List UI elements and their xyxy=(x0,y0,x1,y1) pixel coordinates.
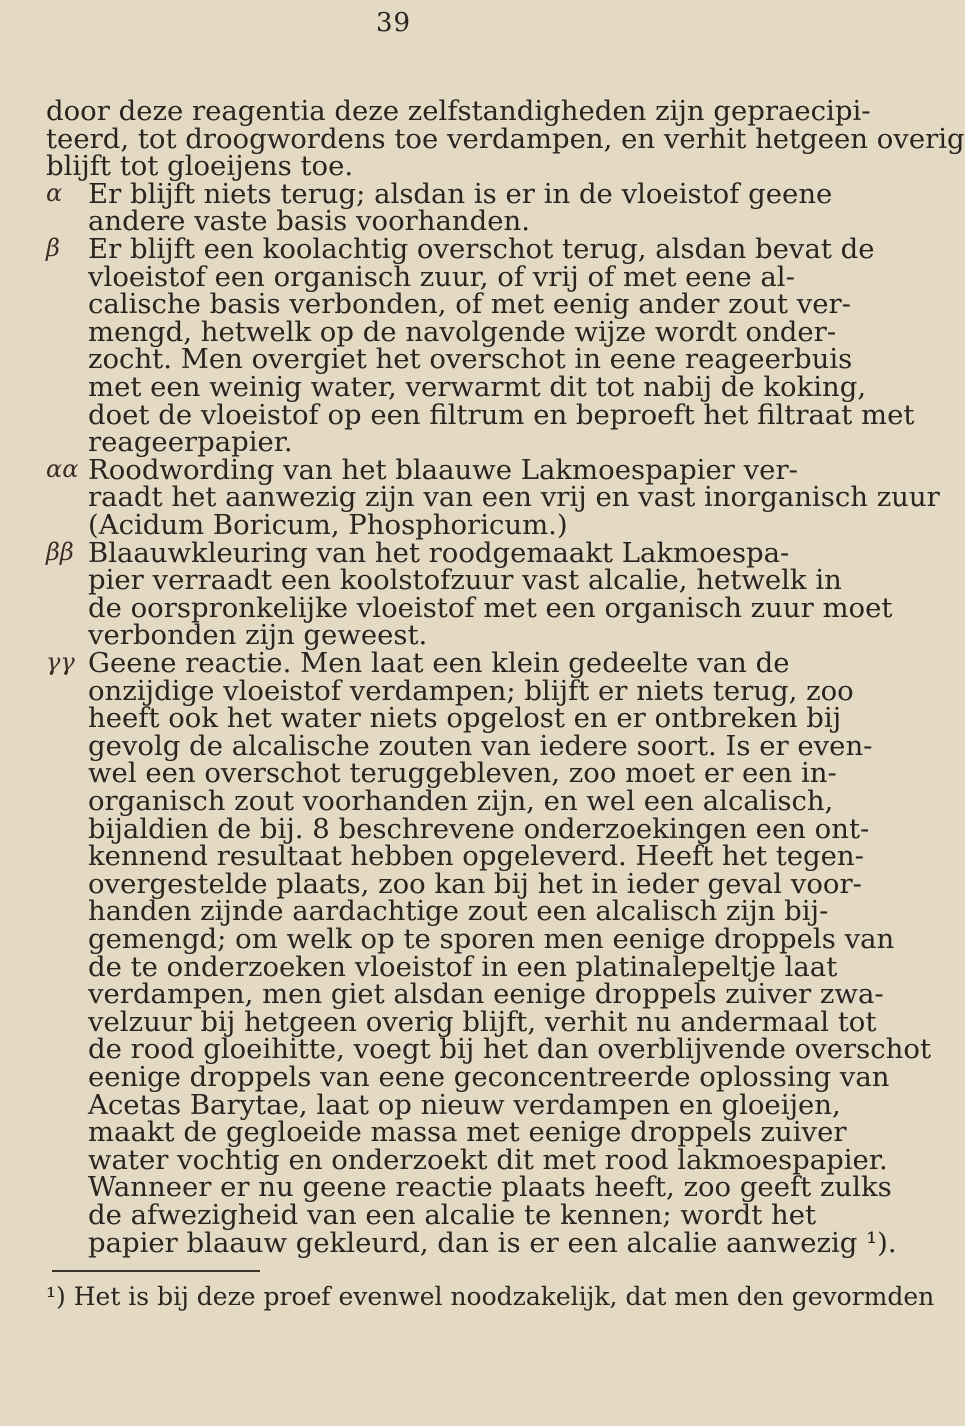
section-marker-alpha: α xyxy=(46,179,63,207)
text-line: water vochtig en onderzoekt dit met rood lakmoespapier. xyxy=(88,1144,888,1176)
section-marker-beta-beta: ββ xyxy=(46,538,74,566)
text-line: reageerpapier. xyxy=(88,426,293,458)
text-line: verdampen, men giet alsdan eenige droppels zuiver zwa- xyxy=(88,978,884,1010)
footnote: ¹) Het is bij deze proef evenwel noodzakelijk, dat men den gevormden xyxy=(46,1282,935,1311)
text-line: overgestelde plaats, zoo kan bij het in ieder geval voor- xyxy=(88,868,862,900)
text-line: andere vaste basis voorhanden. xyxy=(88,205,530,237)
text-line: blijft tot gloeijens toe. xyxy=(46,150,354,182)
text-line: de rood gloeihitte, voegt bij het dan overblijvende overschot xyxy=(88,1033,931,1065)
section-marker-alpha-alpha: αα xyxy=(46,455,79,483)
text-line: heeft ook het water niets opgelost en er ontbreken bij xyxy=(88,702,842,734)
text-line: Acetas Barytae, laat op nieuw verdampen en gloeijen, xyxy=(88,1089,841,1121)
text-line: velzuur bij hetgeen overig blijft, verhit nu andermaal tot xyxy=(88,1006,877,1038)
text-line: Wanneer er nu geene reactie plaats heeft, zoo geeft zulks xyxy=(88,1171,892,1203)
text-line: papier blaauw gekleurd, dan is er een alcalie aanwezig ¹). xyxy=(88,1227,897,1259)
text-line: gevolg de alcalische zouten van iedere soort. Is er even- xyxy=(88,730,873,762)
text-line: gemengd; om welk op te sporen men eenige droppels van xyxy=(88,923,895,955)
text-line: organisch zout voorhanden zijn, en wel een alcalisch, xyxy=(88,785,834,817)
text-line: teerd, tot droogwordens toe verdampen, en verhit hetgeen overig xyxy=(46,123,965,155)
text-line: eenige droppels van eene geconcentreerde oplossing van xyxy=(88,1061,890,1093)
text-line: Er blijft een koolachtig overschot terug, alsdan bevat de xyxy=(88,233,875,265)
text-line: calische basis verbonden, of met eenig ander zout ver- xyxy=(88,288,851,320)
text-line: de oorspronkelijke vloeistof met een organisch zuur moet xyxy=(88,592,893,624)
text-line: Roodwording van het blaauwe Lakmoespapier ver- xyxy=(88,454,798,486)
text-line: verbonden zijn geweest. xyxy=(88,619,428,651)
text-line: handen zijnde aardachtige zout een alcalisch zijn bij- xyxy=(88,895,829,927)
text-line: door deze reagentia deze zelfstandigheden zijn gepraecipi- xyxy=(46,95,871,127)
text-line: onzijdige vloeistof verdampen; blijft er niets terug, zoo xyxy=(88,675,854,707)
text-line: de te onderzoeken vloeistof in een platinalepeltje laat xyxy=(88,951,838,983)
text-line: Blaauwkleuring van het roodgemaakt Lakmoespa- xyxy=(88,537,790,569)
text-line: (Acidum Boricum, Phosphoricum.) xyxy=(88,509,568,541)
footnote-rule xyxy=(52,1270,260,1272)
text-line: doet de vloeistof op een filtrum en beproeft het filtraat met xyxy=(88,399,915,431)
text-line: Er blijft niets terug; alsdan is er in de vloeistof geene xyxy=(88,178,833,210)
text-line: mengd, hetwelk op de navolgende wijze wordt onder- xyxy=(88,316,837,348)
text-line: maakt de gegloeide massa met eenige droppels zuiver xyxy=(88,1116,847,1148)
text-line: zocht. Men overgiet het overschot in eene reageerbuis xyxy=(88,343,853,375)
text-line: kennend resultaat hebben opgeleverd. Heeft het tegen- xyxy=(88,840,864,872)
section-marker-gamma-gamma: γγ xyxy=(46,648,75,676)
text-line: vloeistof een organisch zuur, of vrij of met eene al- xyxy=(88,261,795,293)
text-line: bijaldien de bij. 8 beschrevene onderzoekingen een ont- xyxy=(88,813,870,845)
section-marker-beta: β xyxy=(46,234,60,262)
text-line: Geene reactie. Men laat een klein gedeelte van de xyxy=(88,647,790,679)
text-line: met een weinig water, verwarmt dit tot nabij de koking, xyxy=(88,371,867,403)
text-line: pier verraadt een koolstofzuur vast alcalie, hetwelk in xyxy=(88,564,842,596)
text-line: wel een overschot teruggebleven, zoo moet er een in- xyxy=(88,757,837,789)
text-line: raadt het aanwezig zijn van een vrij en vast inorganisch zuur xyxy=(88,481,940,513)
page-number: 39 xyxy=(376,8,412,38)
text-line: de afwezigheid van een alcalie te kennen; wordt het xyxy=(88,1199,817,1231)
